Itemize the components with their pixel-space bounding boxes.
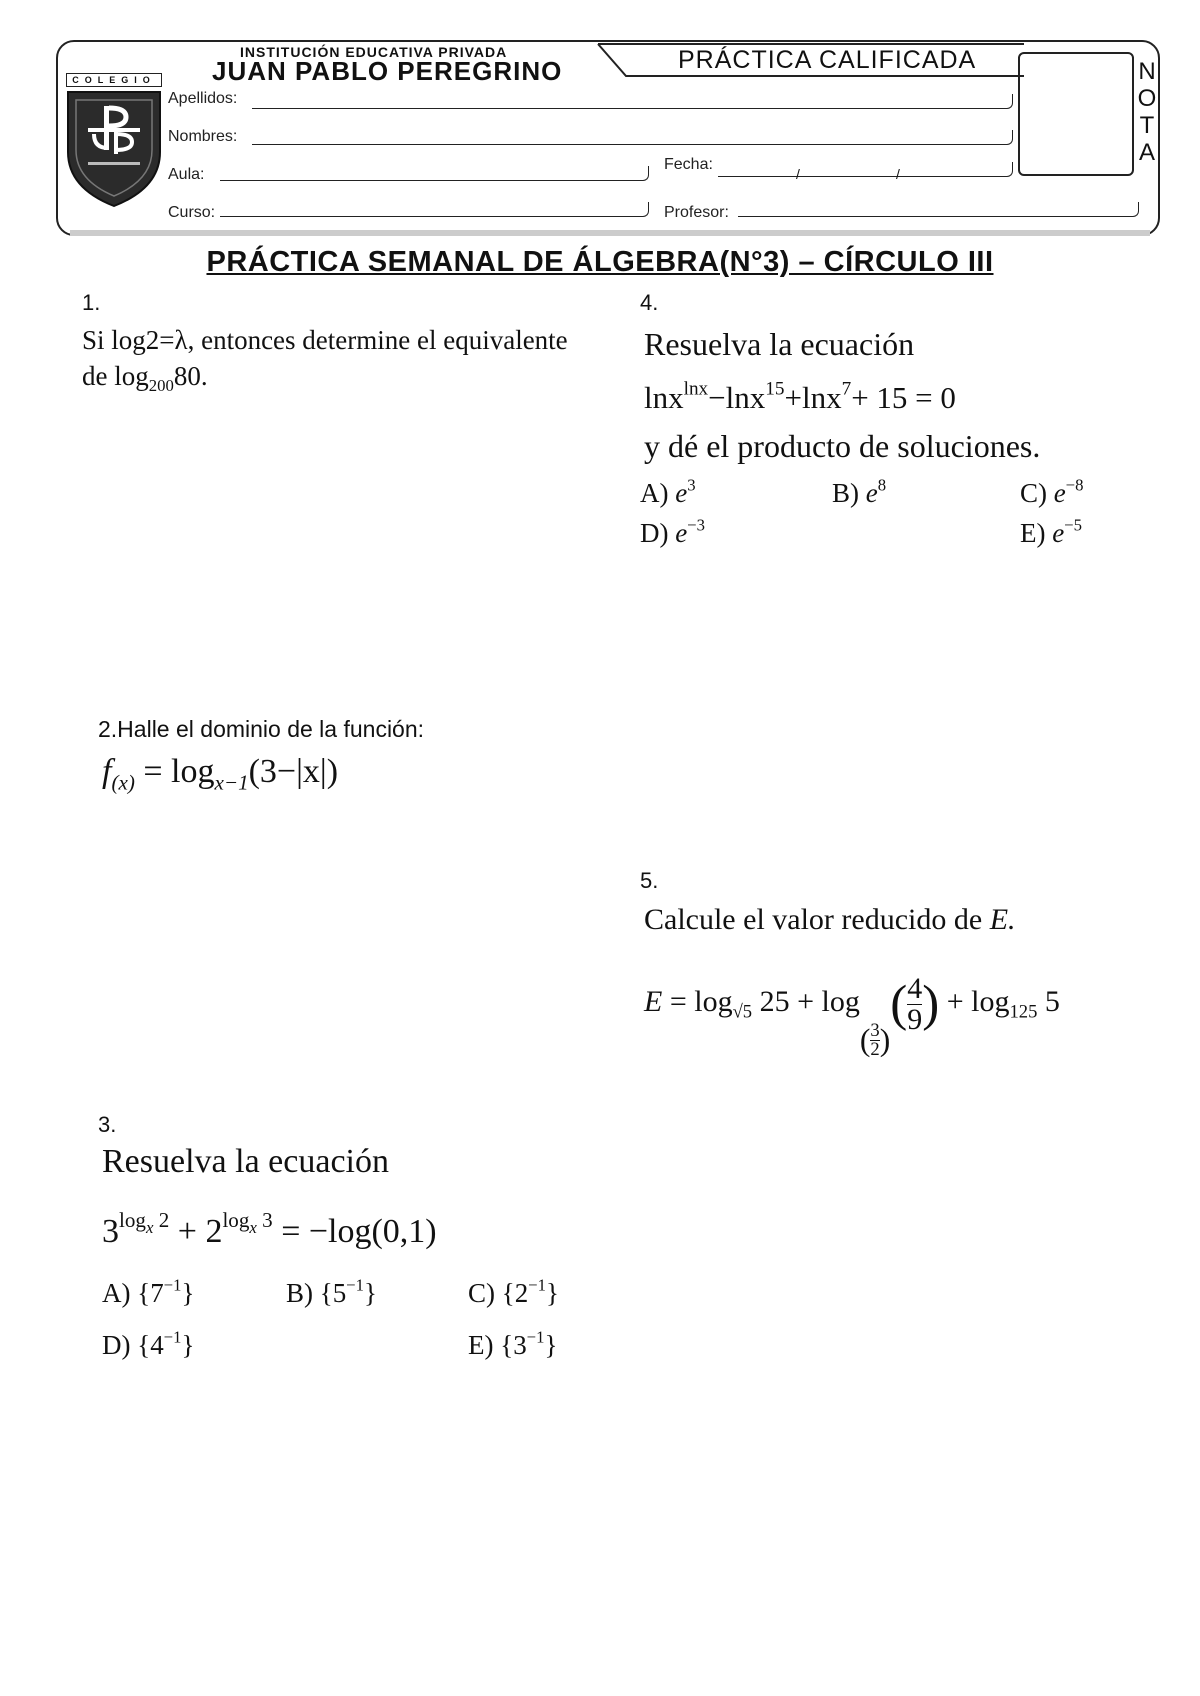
p5-arg-den: 9 — [907, 1002, 923, 1036]
profesor-field[interactable] — [738, 202, 1139, 217]
grade-box — [1018, 52, 1134, 176]
p4-option-e[interactable]: E) $e^{-5}$ — [1020, 515, 1083, 548]
problem-1-line-2 — [82, 358, 568, 394]
p3-option-e[interactable]: E) $\{3^{-1}\}$ — [468, 1327, 558, 1360]
p4-term-2: −lnx — [708, 380, 766, 415]
date-separator-2: / — [896, 166, 900, 182]
p5-base-den: 2 — [870, 1039, 880, 1061]
p5-log-1: = log — [669, 985, 733, 1018]
problem-4-prompt: Resuelva la ecuación — [644, 326, 915, 362]
apellidos-field[interactable] — [252, 94, 1013, 109]
problem-2-function — [102, 750, 338, 794]
problem-4-equation — [644, 380, 956, 416]
p4-exp-2: 15 — [765, 378, 785, 400]
grade-letter-t: T — [1139, 112, 1155, 139]
log-base: x−1 — [214, 770, 249, 795]
grade-label — [1136, 58, 1158, 166]
p3-option-a[interactable]: A) $\{7^{-1}\}$ — [102, 1275, 195, 1308]
page-title: PRÁCTICA SEMANAL DE ÁLGEBRA(N°3) – CÍRCULO III — [206, 246, 994, 278]
aula-label: Aula: — [168, 166, 205, 183]
p5-log-3: + log — [946, 985, 1010, 1018]
p3-option-b[interactable]: B) $\{5^{-1}\}$ — [286, 1275, 377, 1308]
eq-base-2: 2 — [205, 1213, 223, 1250]
aula-field[interactable] — [220, 166, 649, 181]
eq-base-1: 3 — [102, 1213, 119, 1250]
eq-exp-1-base: x — [145, 1218, 154, 1238]
eq-rhs: = −log(0,1) — [281, 1213, 437, 1250]
p5-E: E — [644, 985, 663, 1018]
p5-base-num: 3 — [870, 1019, 880, 1041]
p5-prompt-variable: E. — [989, 903, 1016, 936]
p4-option-b[interactable]: B) $e^8$ — [832, 475, 887, 508]
log-argument: (3−|x|) — [248, 753, 339, 790]
p3-option-d[interactable]: D) $\{4^{-1}\}$ — [102, 1327, 195, 1360]
nombres-label: Nombres: — [168, 128, 238, 145]
curso-field[interactable] — [220, 202, 649, 217]
p4-option-a[interactable]: A) $e^3$ — [640, 475, 696, 508]
date-separator-1: / — [796, 166, 800, 182]
grade-letter-o: O — [1137, 85, 1157, 112]
p3-option-c[interactable]: C) $\{2^{-1}\}$ — [468, 1275, 559, 1308]
p5-base-125: 125 — [1009, 1001, 1038, 1023]
problem-3-equation — [102, 1208, 437, 1250]
function-variable: (x) — [111, 770, 135, 795]
p4-exp-1: lnx — [683, 378, 709, 400]
p5-arg-fraction: ( $\frac{4}{9}$ ) — [890, 971, 940, 1036]
practice-tab-title: PRÁCTICA CALIFICADA — [678, 46, 977, 74]
p5-arg-25-log: 25 + log — [759, 985, 860, 1018]
problem-1-text — [82, 322, 568, 394]
problem-5-prompt — [644, 902, 1016, 938]
p5-arg-5: 5 — [1044, 985, 1060, 1018]
problem-5-number: 5. — [640, 868, 659, 893]
grade-letter-a: A — [1138, 139, 1155, 166]
header-shadow-bar — [70, 230, 1150, 236]
profesor-label: Profesor: — [664, 204, 729, 221]
problem-2-heading: 2.Halle el dominio de la función: — [98, 716, 425, 742]
problem-5-expression — [644, 972, 1060, 1071]
problem-3-number: 3. — [98, 1112, 117, 1137]
p4-option-d[interactable]: D) $e^{-3}$ — [640, 515, 706, 548]
eq-exp-1-arg: 2 — [158, 1208, 170, 1233]
p5-prompt-text: Calcule el valor reducido de — [644, 903, 983, 936]
school-shield-logo — [64, 70, 164, 210]
p5-base-fraction: ( $\frac{3}{2}$ ) — [859, 1019, 891, 1061]
p4-exp-3: 7 — [841, 378, 852, 400]
problem-1-line-1: Si log2=λ, entonces determine el equivalente — [82, 325, 568, 355]
eq-exp-1-log: log — [119, 1208, 146, 1233]
p4-term-1: lnx — [644, 380, 684, 415]
p4-term-3: +lnx — [784, 380, 842, 415]
eq-exp-2-arg: 3 — [262, 1208, 273, 1233]
p4-term-4: + 15 = 0 — [851, 380, 956, 415]
p5-arg-num: 4 — [907, 971, 923, 1005]
log-symbol: = log — [143, 753, 215, 790]
problem-3-prompt: Resuelva la ecuación — [102, 1143, 389, 1180]
function-name: f — [102, 753, 112, 790]
eq-plus: + — [177, 1213, 197, 1250]
problem-1-arg: 80. — [173, 361, 208, 391]
apellidos-label: Apellidos: — [168, 90, 238, 107]
eq-exp-2-base: x — [249, 1218, 257, 1238]
nombres-field[interactable] — [252, 130, 1013, 145]
problem-1-log: de log — [82, 361, 149, 391]
grade-letter-n: N — [1138, 58, 1156, 85]
colegio-label: COLEGIO — [66, 73, 162, 87]
institution-subtitle: INSTITUCIÓN EDUCATIVA PRIVADA — [240, 44, 508, 60]
eq-exp-2-log: log — [222, 1208, 250, 1233]
problem-4-prompt-2: y dé el producto de soluciones. — [644, 428, 1041, 464]
problem-1-number: 1. — [82, 290, 101, 315]
curso-label: Curso: — [168, 204, 216, 221]
fecha-label: Fecha: — [664, 156, 713, 173]
p5-base-sqrt5: √5 — [732, 1001, 753, 1023]
institution-name: JUAN PABLO PEREGRINO — [212, 56, 563, 86]
p4-option-c[interactable]: C) $e^{-8}$ — [1020, 475, 1084, 508]
problem-1-base: 200 — [148, 375, 174, 395]
fecha-field[interactable] — [718, 162, 1013, 177]
problem-4-number: 4. — [640, 290, 659, 315]
